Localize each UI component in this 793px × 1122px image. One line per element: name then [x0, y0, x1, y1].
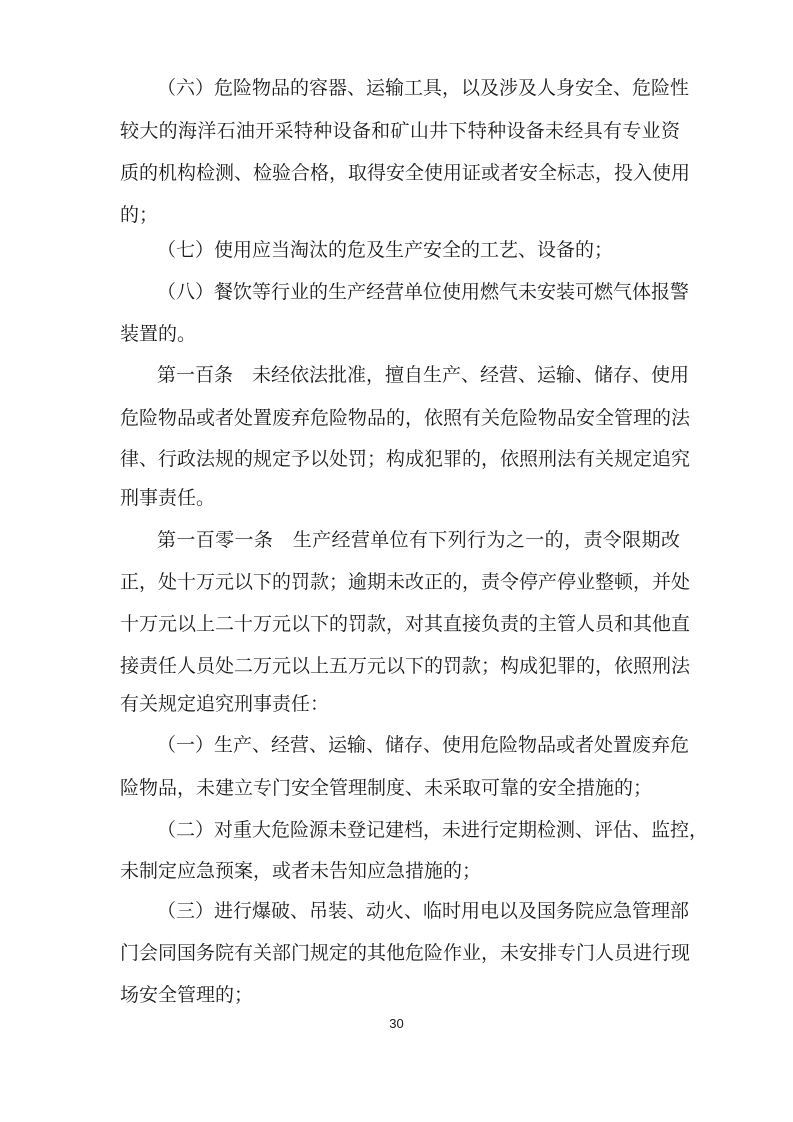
text-line: 十万元以上二十万元以下的罚款，对其直接负责的主管人员和其他直: [120, 613, 691, 635]
text-line: （二）对重大危险源未登记建档，未进行定期检测、评估、监控，: [157, 819, 709, 841]
text-line: 较大的海洋石油开采特种设备和矿山井下特种设备未经具有专业资: [120, 120, 680, 142]
text-line: 的；: [120, 204, 159, 226]
text-line: （八）餐饮等行业的生产经营单位使用燃气未安装可燃气体报警: [157, 281, 690, 303]
text-line: 未制定应急预案，或者未告知应急措施的；: [120, 860, 482, 882]
text-line: 第一百零一条 生产经营单位有下列行为之一的，责令限期改: [157, 529, 680, 551]
text-line: 正，处十万元以下的罚款；逾期未改正的，责令停产停业整顿，并处: [120, 571, 691, 593]
text-line: （一）生产、经营、运输、储存、使用危险物品或者处置废弃危: [157, 734, 690, 756]
text-line: 刑事责任。: [120, 487, 216, 509]
text-line: 接责任人员处二万元以上五万元以下的罚款；构成犯罪的，依照刑法: [120, 655, 691, 677]
text-line: 质的机构检测、检验合格，取得安全使用证或者安全标志，投入使用: [120, 162, 691, 184]
page-number: 30: [389, 1016, 404, 1031]
text-line: （三）进行爆破、吊装、动火、临时用电以及国务院应急管理部: [157, 900, 690, 922]
text-line: 第一百条 未经依法批准，擅自生产、经营、运输、储存、使用: [157, 364, 690, 386]
text-line: 危险物品或者处置废弃危险物品的，依照有关危险物品安全管理的法: [120, 407, 691, 429]
text-line: 装置的。: [120, 323, 197, 345]
text-line: 门会同国务院有关部门规定的其他危险作业，未安排专门人员进行现: [120, 942, 691, 964]
text-line: （六）危险物品的容器、运输工具，以及涉及人身安全、危险性: [157, 77, 690, 99]
text-line: （七）使用应当淘汰的危及生产安全的工艺、设备的；: [157, 239, 614, 261]
text-line: 险物品，未建立专门安全管理制度、未采取可靠的安全措施的；: [120, 777, 653, 799]
text-line: 有关规定追究刑事责任：: [120, 693, 330, 715]
text-line: 律、行政法规的规定予以处罚；构成犯罪的，依照刑法有关规定追究: [120, 448, 691, 470]
text-line: 场安全管理的；: [120, 984, 254, 1006]
